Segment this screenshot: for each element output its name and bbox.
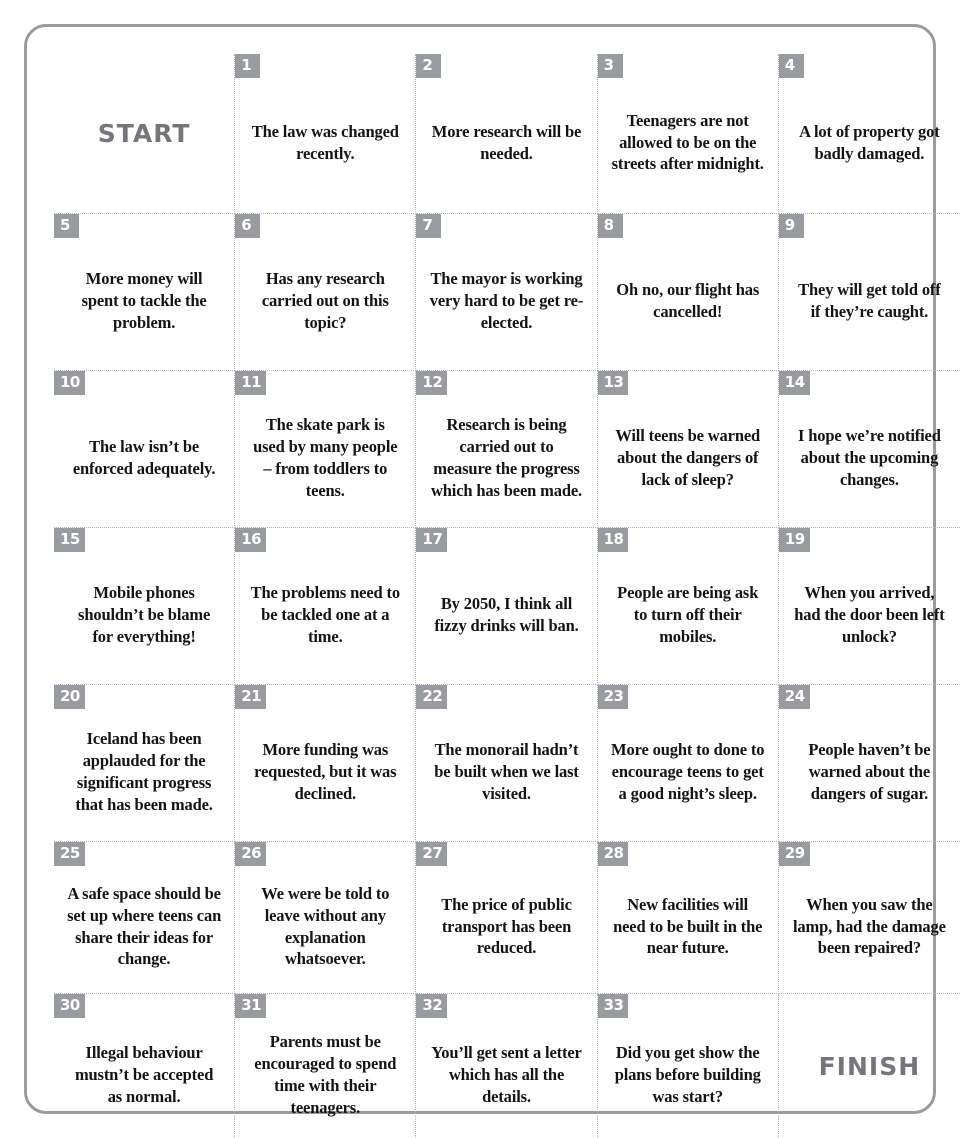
cell-sentence: Did you get show the plans before building was start? xyxy=(614,1043,761,1106)
board-cell-33[interactable] xyxy=(598,994,779,1138)
cell-number-badge: 29 xyxy=(779,842,810,866)
cell-number-badge: 31 xyxy=(235,994,266,1018)
board-cell-6[interactable] xyxy=(235,214,416,371)
board-cell-5[interactable] xyxy=(54,214,235,371)
board-cell-12[interactable] xyxy=(416,371,597,528)
cell-sentence: Will teens be warned about the dangers of lack of sleep? xyxy=(615,426,761,489)
cell-sentence: People are being ask to turn off their mobiles. xyxy=(617,583,759,646)
cell-number-badge: 22 xyxy=(416,685,447,709)
board-cell-1[interactable] xyxy=(235,54,416,214)
cell-number-badge: 1 xyxy=(235,54,260,78)
board-cell-2[interactable] xyxy=(416,54,597,214)
cell-sentence: More money will spent to tackle the problem. xyxy=(81,269,207,332)
board-cell-14[interactable] xyxy=(779,371,960,528)
cell-sentence: New facilities will need to be built in the near future. xyxy=(613,894,763,958)
cell-sentence: Parents must be encouraged to spend time with their teenagers. xyxy=(254,1032,397,1117)
cell-sentence: Mobile phones shouldn’t be blame for everything! xyxy=(78,583,211,646)
cell-sentence: The skate park is used by many people – from toddlers to teens. xyxy=(253,415,398,500)
board-cell-start[interactable] xyxy=(54,54,235,214)
cell-sentence: The problems need to be tackled one at a time. xyxy=(250,583,400,646)
board-cell-21[interactable] xyxy=(235,685,416,842)
cell-number-badge: 3 xyxy=(598,54,623,78)
start-label: START xyxy=(97,119,191,148)
cell-sentence: More research will be needed. xyxy=(431,121,582,163)
cell-sentence: Research is being carried out to measure the progress which has been made. xyxy=(430,415,582,500)
cell-sentence: More ought to done to encourage teens to get a good night’s sleep. xyxy=(611,740,765,803)
cell-sentence: The law isn’t be enforced adequately. xyxy=(72,437,216,478)
board-cell-8[interactable] xyxy=(598,214,779,371)
cell-number-badge: 28 xyxy=(598,842,629,866)
cell-number-badge: 19 xyxy=(779,528,810,552)
cell-number-badge: 32 xyxy=(416,994,447,1018)
cell-number-badge: 7 xyxy=(416,214,441,238)
cell-number-badge: 17 xyxy=(416,528,447,552)
cell-number-badge: 13 xyxy=(598,371,629,395)
board-cell-27[interactable] xyxy=(416,842,597,994)
cell-sentence: A lot of property got badly damaged. xyxy=(799,121,940,163)
cell-number-badge: 20 xyxy=(54,685,85,709)
board-cell-30[interactable] xyxy=(54,994,235,1138)
cell-sentence: Teenagers are not allowed to be on the streets after midnight. xyxy=(611,110,764,174)
board-cell-26[interactable] xyxy=(235,842,416,994)
cell-sentence: When you saw the lamp, had the damage been repaired? xyxy=(792,894,946,958)
cell-sentence: I hope we’re notified about the upcoming changes. xyxy=(798,426,941,489)
cell-number-badge: 14 xyxy=(779,371,810,395)
cell-number-badge: 12 xyxy=(416,371,447,395)
cell-sentence: Illegal behaviour mustn’t be accepted as normal. xyxy=(74,1043,214,1106)
board-cell-19[interactable] xyxy=(779,528,960,685)
cell-number-badge: 25 xyxy=(54,842,85,866)
cell-sentence: More funding was requested, but it was declined. xyxy=(254,740,397,803)
cell-number-badge: 11 xyxy=(235,371,266,395)
cell-sentence: We were be told to leave without any explanation whatsoever. xyxy=(261,883,390,969)
board-cell-16[interactable] xyxy=(235,528,416,685)
cell-number-badge: 30 xyxy=(54,994,85,1018)
cell-sentence: You’ll get sent a letter which has all the details. xyxy=(431,1043,582,1106)
cell-number-badge: 33 xyxy=(598,994,629,1018)
board-cell-28[interactable] xyxy=(598,842,779,994)
board-cell-31[interactable] xyxy=(235,994,416,1138)
cell-number-badge: 23 xyxy=(598,685,629,709)
cell-number-badge: 18 xyxy=(598,528,629,552)
cell-number-badge: 5 xyxy=(54,214,79,238)
cell-sentence: When you arrived, had the door been left unlock? xyxy=(794,583,945,646)
cell-sentence: Has any research carried out on this topic? xyxy=(261,269,389,332)
finish-label: FINISH xyxy=(818,1051,921,1081)
board-cell-32[interactable] xyxy=(416,994,597,1138)
cell-sentence: People haven’t be warned about the dangers of sugar. xyxy=(808,740,931,803)
board-cell-13[interactable] xyxy=(598,371,779,528)
cell-number-badge: 6 xyxy=(235,214,260,238)
cell-number-badge: 15 xyxy=(54,528,85,552)
cell-number-badge: 2 xyxy=(416,54,441,78)
board-cell-15[interactable] xyxy=(54,528,235,685)
cell-sentence: The price of public transport has been reduced. xyxy=(441,894,572,958)
cell-number-badge: 27 xyxy=(416,842,447,866)
board-cell-17[interactable] xyxy=(416,528,597,685)
cell-number-badge: 26 xyxy=(235,842,266,866)
board-cell-18[interactable] xyxy=(598,528,779,685)
cell-number-badge: 4 xyxy=(779,54,804,78)
cell-sentence: The mayor is working very hard to be get re-elected. xyxy=(429,269,584,332)
cell-number-badge: 8 xyxy=(598,214,623,238)
board-cell-11[interactable] xyxy=(235,371,416,528)
board-cell-25[interactable] xyxy=(54,842,235,994)
board-cell-9[interactable] xyxy=(779,214,960,371)
cell-number-badge: 16 xyxy=(235,528,266,552)
cell-sentence: By 2050, I think all fizzy drinks will ban. xyxy=(434,594,579,635)
cell-sentence: The monorail hadn’t be built when we last visited. xyxy=(434,740,579,803)
cell-number-badge: 21 xyxy=(235,685,266,709)
cell-sentence: A safe space should be set up where teens can share their ideas for change. xyxy=(67,883,222,969)
cell-number-badge: 10 xyxy=(54,371,85,395)
board-cell-20[interactable] xyxy=(54,685,235,842)
cell-sentence: The law was changed recently. xyxy=(251,121,399,163)
cell-number-badge: 24 xyxy=(779,685,810,709)
cell-number-badge: 9 xyxy=(779,214,804,238)
board-cell-4[interactable] xyxy=(779,54,960,214)
board-cell-23[interactable] xyxy=(598,685,779,842)
cell-sentence: Iceland has been applauded for the significant progress that has been made. xyxy=(75,729,213,814)
board-cell-29[interactable] xyxy=(779,842,960,994)
cell-sentence: Oh no, our flight has cancelled! xyxy=(616,280,760,321)
board-cell-10[interactable] xyxy=(54,371,235,528)
board-cell-24[interactable] xyxy=(779,685,960,842)
board-cell-22[interactable] xyxy=(416,685,597,842)
cell-sentence: They will get told off if they’re caught. xyxy=(798,280,941,321)
board-cell-7[interactable] xyxy=(416,214,597,371)
board-grid xyxy=(54,54,960,1138)
board-cell-3[interactable] xyxy=(598,54,779,214)
board-frame xyxy=(24,24,946,1117)
board-cell-finish[interactable] xyxy=(779,994,960,1138)
